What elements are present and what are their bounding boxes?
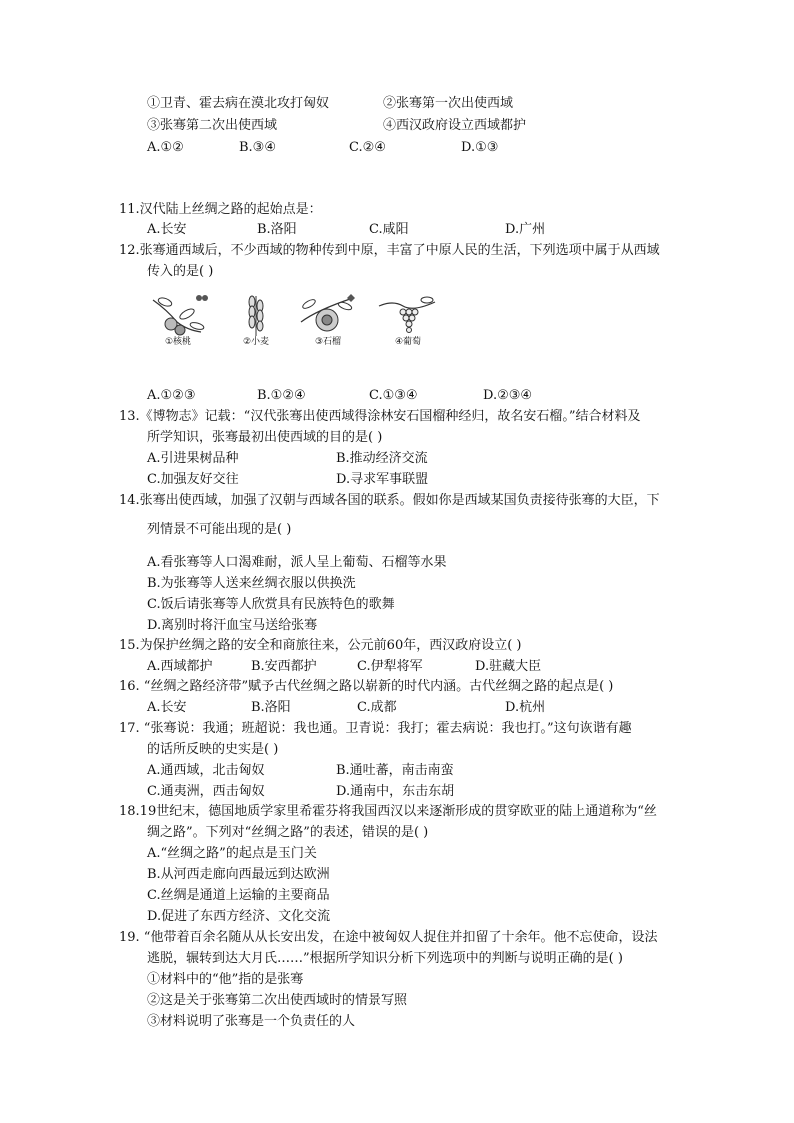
grape-icon [377, 292, 439, 338]
walnut-figure [147, 292, 209, 350]
q10-option-3: ③张骞第二次出使西域 [147, 118, 278, 133]
pomegranate-figure [297, 292, 359, 350]
q19-stem-line2: 逃脱，辗转到达大月氏……”根据所学知识分析下列选项中的判断与说明正确的是( ) [147, 951, 623, 966]
q17-choice-a: A.通西域，北击匈奴 [147, 763, 265, 778]
walnut-label: ①核桃 [164, 337, 192, 347]
pomegranate-icon [297, 292, 359, 338]
q10-choice-b: B.③④ [239, 140, 276, 155]
q14-choice-a: A.看张骞等人口渴难耐，派人呈上葡萄、石榴等水果 [147, 555, 447, 570]
q18-stem-line1: 18.19世纪末，德国地质学家里希霍芬将我国西汉以来逐渐形成的贯穿欧亚的陆上通道称为“丝 [119, 804, 657, 819]
pomegranate-label: ③石榴 [314, 337, 342, 347]
q13-choice-c: C.加强友好交往 [147, 472, 239, 487]
wheat-figure [225, 292, 287, 350]
q15-stem: 15.为保护丝绸之路的安全和商旅往来，公元前60年，西汉政府设立( ) [119, 638, 522, 653]
q11-choice-b: B.洛阳 [257, 222, 297, 237]
q18-choice-c: C.丝绸是通道上运输的主要商品 [147, 888, 330, 903]
q10-choice-c: C.②④ [349, 140, 386, 155]
q14-choice-d: D.离别时将汗血宝马送给张骞 [147, 618, 318, 633]
q11-choice-d: D.广州 [505, 222, 546, 237]
q15-choice-d: D.驻藏大臣 [475, 659, 542, 674]
q13-choice-d: D.寻求军事联盟 [336, 472, 429, 487]
q16-choice-a: A.长安 [147, 700, 187, 715]
q19-item-3: ③材料说明了张骞是一个负责任的人 [147, 1014, 356, 1029]
q17-stem-line2: 的话所反映的史实是( ) [147, 742, 279, 757]
q10-option-1: ①卫青、霍去病在漠北攻打匈奴 [147, 96, 330, 111]
q17-choice-d: D.通南中，东击东胡 [336, 784, 455, 799]
q12-choice-b: B.①②④ [257, 388, 306, 403]
q14-choice-c: C.饭后请张骞等人欣赏具有民族特色的歌舞 [147, 597, 395, 612]
q11-stem: 11.汉代陆上丝绸之路的起始点是： [119, 202, 322, 217]
q16-choice-b: B.洛阳 [251, 700, 291, 715]
q13-choice-b: B.推动经济交流 [336, 451, 428, 466]
q13-stem-line2: 所学知识，张骞最初出使西域的目的是( ) [147, 430, 383, 445]
q11-choice-a: A.长安 [147, 222, 187, 237]
q10-option-4: ④西汉政府设立西域都护 [383, 118, 527, 133]
q10-choice-d: D.①③ [461, 140, 499, 155]
q15-choice-a: A.西域都护 [147, 659, 213, 674]
q12-choice-c: C.①③④ [369, 388, 418, 403]
q19-item-1: ①材料中的“他”指的是张骞 [147, 972, 304, 987]
q19-item-2: ②这是关于张骞第二次出使西域时的情景写照 [147, 993, 408, 1008]
q13-stem-line1: 13.《博物志》记载：“汉代张骞出使西域得涂林安石国榴种经归，故名安石榴。”结合材料及 [119, 409, 641, 424]
q12-choice-d: D.②③④ [483, 388, 533, 403]
q18-choice-b: B.从河西走廊向西最远到达欧洲 [147, 867, 330, 882]
q18-stem-line2: 绸之路”。下列对“丝绸之路”的表述，错误的是( ) [147, 825, 429, 840]
q10-option-2: ②张骞第一次出使西域 [383, 96, 514, 111]
grape-figure [377, 292, 439, 350]
q19-stem-line1: 19. “他带着百余名随从从长安出发，在途中被匈奴人捉住并扣留了十余年。他不忘使命，设法 [119, 930, 658, 945]
q16-stem: 16. “丝绸之路经济带”赋予古代丝绸之路以崭新的时代内涵。古代丝绸之路的起点是( ) [119, 679, 614, 694]
q16-choice-c: C.成都 [357, 700, 397, 715]
q17-choice-c: C.通夷洲，西击匈奴 [147, 784, 265, 799]
walnut-icon [147, 292, 209, 338]
q14-stem-line1: 14.张骞出使西域，加强了汉朝与西域各国的联系。假如你是西域某国负责接待张骞的大臣，下 [119, 493, 660, 508]
q17-choice-b: B.通吐蕃，南击南蛮 [336, 763, 454, 778]
q12-figures [147, 292, 487, 350]
wheat-label: ②小麦 [242, 337, 270, 347]
q14-choice-b: B.为张骞等人送来丝绸衣服以供换洗 [147, 576, 356, 591]
q13-choice-a: A.引进果树品种 [147, 451, 239, 466]
q12-stem-line1: 12.张骞通西域后，不少西域的物种传到中原，丰富了中原人民的生活，下列选项中属于从西域 [119, 243, 660, 258]
q15-choice-c: C.伊犁将军 [357, 659, 423, 674]
grape-label: ④葡萄 [394, 337, 422, 347]
q17-stem-line1: 17. “张骞说：我通；班超说：我也通。卫青说：我打；霍去病说：我也打。”这句诙谐有趣 [119, 721, 632, 736]
wheat-icon [225, 292, 287, 338]
q11-choice-c: C.咸阳 [369, 222, 409, 237]
q16-choice-d: D.杭州 [505, 700, 546, 715]
q12-choice-a: A.①②③ [147, 388, 196, 403]
q12-stem-line2: 传入的是( ) [147, 264, 214, 279]
q15-choice-b: B.安西都护 [251, 659, 317, 674]
q14-stem-line2: 列情景不可能出现的是( ) [147, 522, 292, 537]
q18-choice-a: A.“丝绸之路”的起点是玉门关 [147, 846, 317, 861]
q10-choice-a: A.①② [147, 140, 184, 155]
q18-choice-d: D.促进了东西方经济、文化交流 [147, 909, 331, 924]
